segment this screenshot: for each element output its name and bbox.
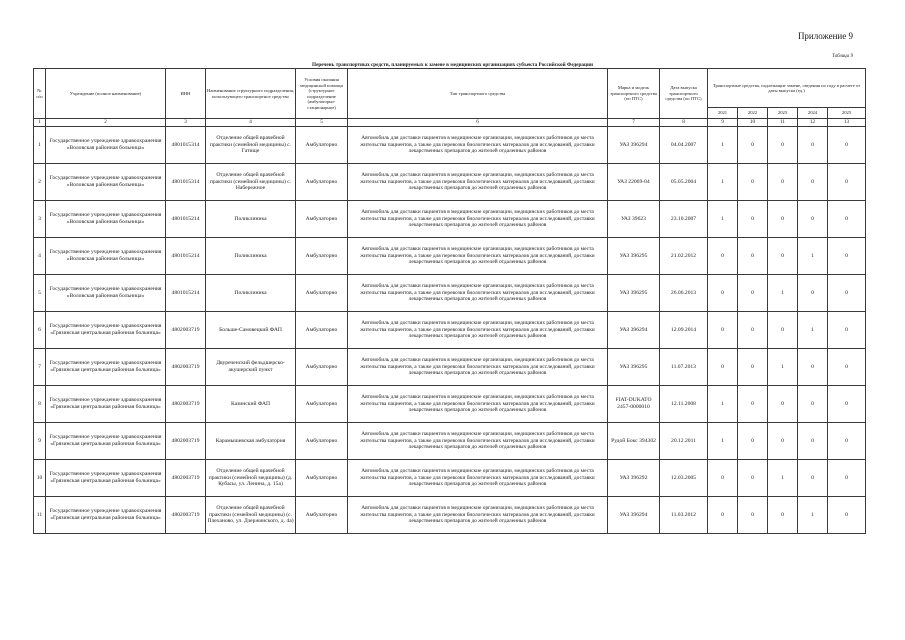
unit-name: Карамышевская амбулатория [206,423,296,460]
replace-count: 0 [768,164,798,201]
replace-count: 0 [828,349,866,386]
replace-count: 0 [738,127,768,164]
replace-count: 1 [708,201,738,238]
vehicle-model: УАЗ 396295 [608,349,660,386]
header-model: Марка и модель транспортного средства (по ПТС) [608,69,660,119]
header-inn: ИНН [166,69,206,119]
organization-name: Государственное учреждение здравоохранения «Воловская районная больница» [46,238,166,275]
table-row [34,386,866,423]
vehicle-purpose: Автомобиль для доставки пациентов в медицинские организации, медицинских работников до места жительства пациентов, а также для перевозки биологических материалов для исследований, доставки лекарственных препаратов до жителей отдаленных районов [348,201,608,238]
replace-count: 0 [768,127,798,164]
header-year: 2022 [738,108,768,119]
replace-count: 0 [708,460,738,497]
vehicle-model: УАЗ 396295 [608,275,660,312]
column-number: 1 [34,119,46,127]
organization-name: Государственное учреждение здравоохранения «Воловская районная больница» [46,201,166,238]
vehicle-model: Рудой Бокс 394302 [608,423,660,460]
replace-count: 0 [738,349,768,386]
row-number: 8 [34,386,46,423]
inn-value: 4802003719 [166,497,206,534]
release-date: 12.09.2014 [660,312,708,349]
replace-count: 0 [828,423,866,460]
replace-count: 0 [738,460,768,497]
inn-value: 4801015214 [166,275,206,312]
vehicle-model: УАЗ 22069-04 [608,164,660,201]
inn-value: 4801015214 [166,238,206,275]
vehicle-purpose: Автомобиль для доставки пациентов в медицинские организации, медицинских работников до места жительства пациентов, а также для перевозки биологических материалов для исследований, доставки лекарственных препаратов до жителей отдаленных районов [348,423,608,460]
header-num: № п/п [34,69,46,119]
table-row [34,423,866,460]
organization-name: Государственное учреждение здравоохранения «Грязинская центральная районная больница» [46,349,166,386]
conditions-value: Амбулаторно [296,460,348,497]
vehicle-model: УАЗ 396294 [608,127,660,164]
conditions-value: Амбулаторно [296,164,348,201]
organization-name: Государственное учреждение здравоохранения «Грязинская центральная районная больница» [46,460,166,497]
replace-count: 0 [708,238,738,275]
inn-value: 4801015314 [166,164,206,201]
replace-count: 0 [768,238,798,275]
table-row [34,164,866,201]
appendix-label: Приложение 9 [797,31,853,41]
release-date: 21.02.2012 [660,238,708,275]
release-date: 26.06.2013 [660,275,708,312]
replace-count: 1 [768,275,798,312]
vehicle-purpose: Автомобиль для доставки пациентов в медицинские организации, медицинских работников до места жительства пациентов, а также для перевозки биологических материалов для исследований, доставки лекарственных препаратов до жителей отдаленных районов [348,312,608,349]
unit-name: Поликлиника [206,201,296,238]
replace-count: 0 [828,275,866,312]
replace-count: 0 [798,164,828,201]
header-year: 2021 [708,108,738,119]
header-year: 2025 [828,108,866,119]
header-date: Дата выпуска транспортного средства (по ПТС) [660,69,708,119]
row-number: 2 [34,164,46,201]
organization-name: Государственное учреждение здравоохранения «Грязинская центральная районная больница» [46,386,166,423]
replace-count: 0 [738,164,768,201]
replace-count: 0 [738,201,768,238]
header-conditions: Условия оказания медицинской помощи (структурное подразделение (амбулаторно-стационарное) [296,69,348,119]
row-number: 5 [34,275,46,312]
table-row [34,497,866,534]
inn-value: 4801015314 [166,127,206,164]
unit-name: Поликлиника [206,238,296,275]
replace-count: 0 [768,497,798,534]
replace-count: 0 [738,238,768,275]
unit-name: Отделение общей врачебной практики (семейной медицины) (с. Плеханово, ул. Дзержинского, д. 4а) [206,497,296,534]
vehicles-table [33,68,866,534]
replace-count: 1 [798,312,828,349]
release-date: 20.12.2011 [660,423,708,460]
header-year: 2023 [768,108,798,119]
replace-count: 0 [768,423,798,460]
column-number: 7 [608,119,660,127]
replace-count: 1 [798,238,828,275]
release-date: 04.04.2007 [660,127,708,164]
table-label: Таблица 9 [832,54,853,59]
release-date: 23.10.2007 [660,201,708,238]
unit-name: Больше-Самовецкий ФАП [206,312,296,349]
unit-name: Казинский ФАП [206,386,296,423]
release-date: 12.11.2008 [660,386,708,423]
vehicle-model: УАЗ 396294 [608,497,660,534]
inn-value: 4801015214 [166,201,206,238]
release-date: 11.07.2013 [660,349,708,386]
vehicle-purpose: Автомобиль для доставки пациентов в медицинские организации, медицинских работников до места жительства пациентов, а также для перевозки биологических материалов для исследований, доставки лекарственных препаратов до жителей отдаленных районов [348,386,608,423]
table-row [34,349,866,386]
replace-count: 0 [828,201,866,238]
organization-name: Государственное учреждение здравоохранения «Воловская районная больница» [46,275,166,312]
row-number: 4 [34,238,46,275]
replace-count: 0 [768,386,798,423]
vehicle-purpose: Автомобиль для доставки пациентов в медицинские организации, медицинских работников до места жительства пациентов, а также для перевозки биологических материалов для исследований, доставки лекарственных препаратов до жителей отдаленных районов [348,275,608,312]
vehicle-purpose: Автомобиль для доставки пациентов в медицинские организации, медицинских работников до места жительства пациентов, а также для перевозки биологических материалов для исследований, доставки лекарственных препаратов до жителей отдаленных районов [348,460,608,497]
row-number: 11 [34,497,46,534]
replace-count: 0 [828,238,866,275]
vehicle-model: УАЗ 396295 [608,238,660,275]
row-number: 1 [34,127,46,164]
header-org: Учреждение (полное наименование) [46,69,166,119]
replace-count: 0 [738,497,768,534]
unit-name: Поликлиника [206,275,296,312]
organization-name: Государственное учреждение здравоохранения «Грязинская центральная районная больница» [46,423,166,460]
column-number: 2 [46,119,166,127]
table-row [34,460,866,497]
column-numbers-row [34,119,866,127]
inn-value: 4802003719 [166,386,206,423]
unit-name: Отделение общей врачебной практики (семейной медицины) с. Набережное [206,164,296,201]
replace-count: 0 [798,386,828,423]
column-number: 4 [206,119,296,127]
row-number: 6 [34,312,46,349]
replace-count: 0 [828,460,866,497]
organization-name: Государственное учреждение здравоохранения «Воловская районная больница» [46,127,166,164]
replace-count: 0 [768,312,798,349]
replace-count: 0 [738,386,768,423]
inn-value: 4802003719 [166,349,206,386]
column-number: 6 [348,119,608,127]
replace-count: 0 [828,497,866,534]
unit-name: Отделение общей врачебной практики (семейной медицины) с. Гатище [206,127,296,164]
column-number: 9 [708,119,738,127]
row-number: 3 [34,201,46,238]
table-row [34,127,866,164]
replace-count: 0 [828,164,866,201]
conditions-value: Амбулаторно [296,497,348,534]
table-row [34,275,866,312]
vehicle-purpose: Автомобиль для доставки пациентов в медицинские организации, медицинских работников до места жительства пациентов, а также для перевозки биологических материалов для исследований, доставки лекарственных препаратов до жителей отдаленных районов [348,164,608,201]
replace-count: 0 [708,275,738,312]
conditions-value: Амбулаторно [296,423,348,460]
replace-count: 0 [798,349,828,386]
column-number: 5 [296,119,348,127]
replace-count: 0 [798,423,828,460]
replace-count: 1 [768,349,798,386]
replace-count: 1 [798,497,828,534]
conditions-value: Амбулаторно [296,312,348,349]
organization-name: Государственное учреждение здравоохранения «Грязинская центральная районная больница» [46,312,166,349]
replace-count: 0 [828,127,866,164]
table-row [34,238,866,275]
column-number: 10 [738,119,768,127]
vehicle-model: FIAT-DUKATO 2457-0000010 [608,386,660,423]
inn-value: 4802003719 [166,460,206,497]
header-purpose: Тип транспортного средства [348,69,608,119]
vehicle-purpose: Автомобиль для доставки пациентов в медицинские организации, медицинских работников до места жительства пациентов, а также для перевозки биологических материалов для исследований, доставки лекарственных препаратов до жителей отдаленных районов [348,497,608,534]
replace-count: 0 [798,127,828,164]
table-row [34,312,866,349]
column-number: 12 [798,119,828,127]
table-row [34,201,866,238]
replace-count: 1 [708,423,738,460]
column-number: 13 [828,119,866,127]
vehicle-model: УАЗ 396292 [608,460,660,497]
conditions-value: Амбулаторно [296,349,348,386]
replace-count: 0 [738,275,768,312]
replace-count: 0 [768,201,798,238]
vehicle-model: УАЗ 396294 [608,312,660,349]
replace-count: 1 [708,127,738,164]
vehicle-purpose: Автомобиль для доставки пациентов в медицинские организации, медицинских работников до места жительства пациентов, а также для перевозки биологических материалов для исследований, доставки лекарственных препаратов до жителей отдаленных районов [348,238,608,275]
replace-count: 0 [828,386,866,423]
row-number: 9 [34,423,46,460]
replace-count: 0 [738,423,768,460]
column-number: 11 [768,119,798,127]
header-replace-group: Транспортные средства, подлежащие замене, сведения по году в расчете от даты выпуска (ед.) [708,69,866,108]
replace-count: 0 [798,275,828,312]
organization-name: Государственное учреждение здравоохранения «Грязинская центральная районная больница» [46,497,166,534]
replace-count: 0 [708,349,738,386]
conditions-value: Амбулаторно [296,386,348,423]
replace-count: 0 [798,460,828,497]
inn-value: 4802003719 [166,423,206,460]
organization-name: Государственное учреждение здравоохранения «Воловская районная больница» [46,164,166,201]
inn-value: 4802003719 [166,312,206,349]
release-date: 12.03.2005 [660,460,708,497]
unit-name: Отделение общей врачебной практики (семейной медицины) (д. Кубасы, ул. Ленина, д. 15а) [206,460,296,497]
conditions-value: Амбулаторно [296,127,348,164]
replace-count: 0 [738,312,768,349]
replace-count: 1 [708,164,738,201]
replace-count: 1 [708,386,738,423]
header-year: 2024 [798,108,828,119]
vehicle-model: УАЗ 39623 [608,201,660,238]
header-unit: Наименование структурного подразделения, использующего транспортное средство [206,69,296,119]
conditions-value: Амбулаторно [296,201,348,238]
conditions-value: Амбулаторно [296,275,348,312]
conditions-value: Амбулаторно [296,238,348,275]
release-date: 11.03.2012 [660,497,708,534]
replace-count: 0 [708,497,738,534]
replace-count: 0 [798,201,828,238]
replace-count: 0 [708,312,738,349]
row-number: 10 [34,460,46,497]
replace-count: 1 [768,460,798,497]
column-number: 3 [166,119,206,127]
vehicle-purpose: Автомобиль для доставки пациентов в медицинские организации, медицинских работников до места жительства пациентов, а также для перевозки биологических материалов для исследований, доставки лекарственных препаратов до жителей отдаленных районов [348,127,608,164]
unit-name: Двуреченский фельдшерско-акушерский пункт [206,349,296,386]
row-number: 7 [34,349,46,386]
column-number: 8 [660,119,708,127]
vehicle-purpose: Автомобиль для доставки пациентов в медицинские организации, медицинских работников до места жительства пациентов, а также для перевозки биологических материалов для исследований, доставки лекарственных препаратов до жителей отдаленных районов [348,349,608,386]
replace-count: 0 [828,312,866,349]
release-date: 05.05.2004 [660,164,708,201]
document-title: Перечень транспортных средств, планируемых к замене в медицинских организациях субъекта Российской Федерации [312,62,593,68]
